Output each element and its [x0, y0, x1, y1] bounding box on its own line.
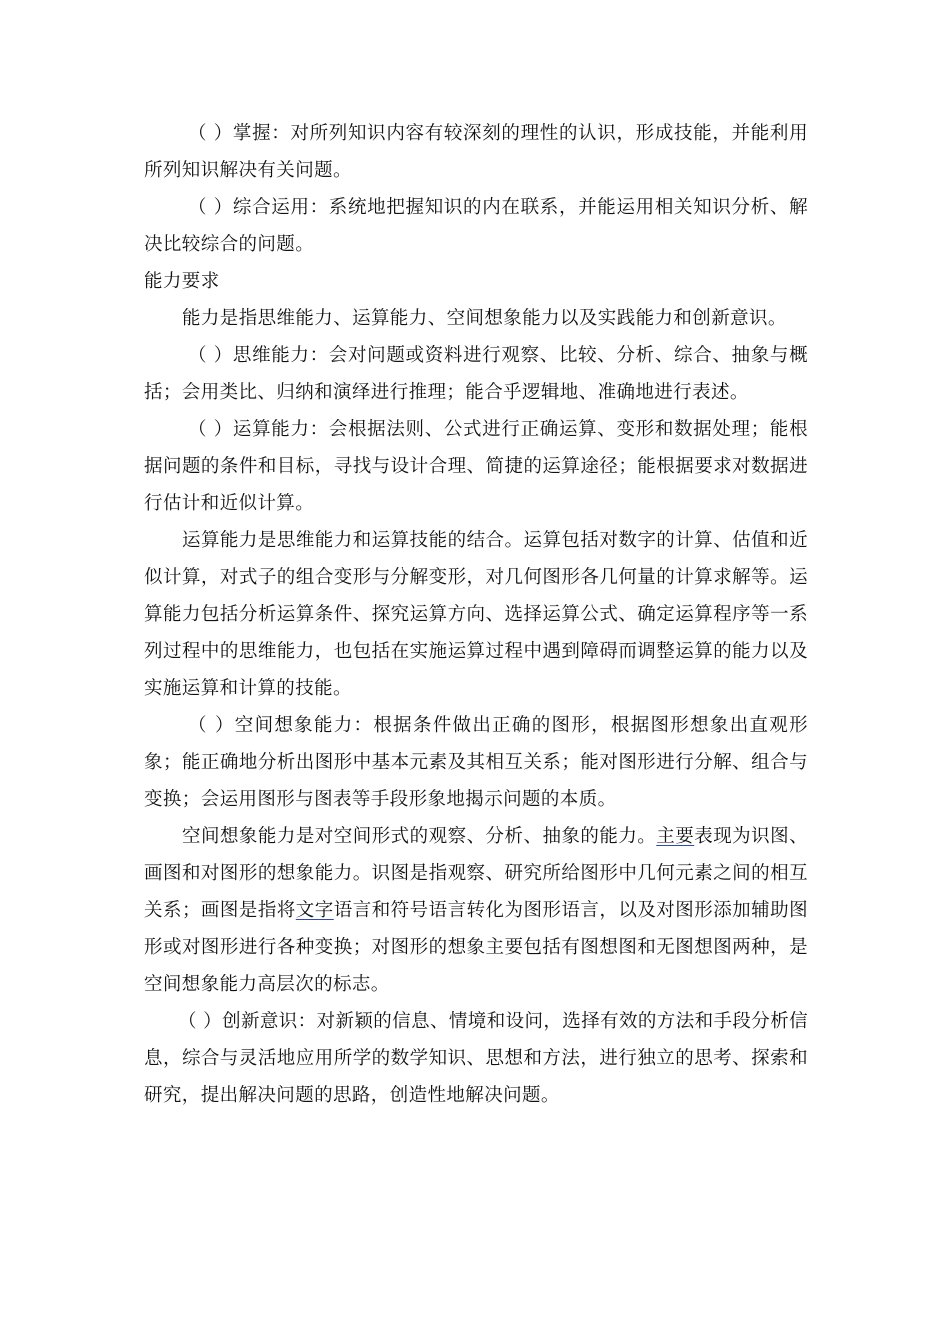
text-segment: 空间想象能力是对空间形式的观察、分析、抽象的能力。 [182, 826, 657, 847]
text-segment: 表现为识图、画图和对图形的想象能力。识图是指观察、研究所给图形中几何元素之间的相互关系；画图是指将 [144, 826, 808, 921]
paragraph-spatial-imagination-explanation [144, 818, 808, 1003]
paragraph-ability-definition: 能力是指思维能力、运算能力、空间想象能力以及实践能力和创新意识。 [182, 308, 787, 329]
link-main[interactable]: 主要 [656, 826, 695, 847]
paragraph-thinking-ability: （ ）思维能力：会对问题或资料进行观察、比较、分析、综合、抽象与概括；会用类比、归纳和演绎进行推理；能合乎逻辑地、准确地进行表述。 [144, 345, 808, 403]
link-text[interactable]: 文字 [295, 900, 334, 921]
paragraph-computing-ability: （ ）运算能力：会根据法则、公式进行正确运算、变形和数据处理；能根据问题的条件和目标，寻找与设计合理、简捷的运算途径；能根据要求对数据进行估计和近似计算。 [144, 419, 808, 514]
paragraph-comprehensive-use: （ ）综合运用：系统地把握知识的内在联系，并能运用相关知识分析、解决比较综合的问题。 [144, 197, 808, 255]
document-body [144, 115, 808, 1114]
paragraph-spatial-imagination: （ ）空间想象能力：根据条件做出正确的图形，根据图形想象出直观形象；能正确地分析出图形中基本元素及其相互关系；能对图形进行分解、组合与变换；会运用图形与图表等手段形象地揭示问题的本质。 [144, 715, 808, 810]
paragraph-computing-ability-explanation: 运算能力是思维能力和运算技能的结合。运算包括对数字的计算、估值和近似计算，对式子的组合变形与分解变形，对几何图形各几何量的计算求解等。运算能力包括分析运算条件、探究运算方向、选择运算公式、确定运算程序等一系列过程中的思维能力，也包括在实施运算过程中遇到障碍而调整运算的能力以及实施运算和计算的技能。 [144, 530, 808, 699]
section-heading-ability-requirements: 能力要求 [144, 271, 220, 292]
paragraph-innovation-awareness: （ ）创新意识：对新颖的信息、情境和设问，选择有效的方法和手段分析信息，综合与灵活地应用所学的数学知识、思想和方法，进行独立的思考、探索和研究，提出解决问题的思路，创造性地解决问题。 [144, 1011, 808, 1106]
text-segment: 语言和符号语言转化为图形语言，以及对图形添加辅助图形或对图形进行各种变换；对图形的想象主要包括有图想图和无图想图两种，是空间想象能力高层次的标志。 [144, 900, 808, 995]
paragraph-mastery: （ ）掌握：对所列知识内容有较深刻的理性的认识，形成技能，并能利用所列知识解决有关问题。 [144, 123, 808, 181]
